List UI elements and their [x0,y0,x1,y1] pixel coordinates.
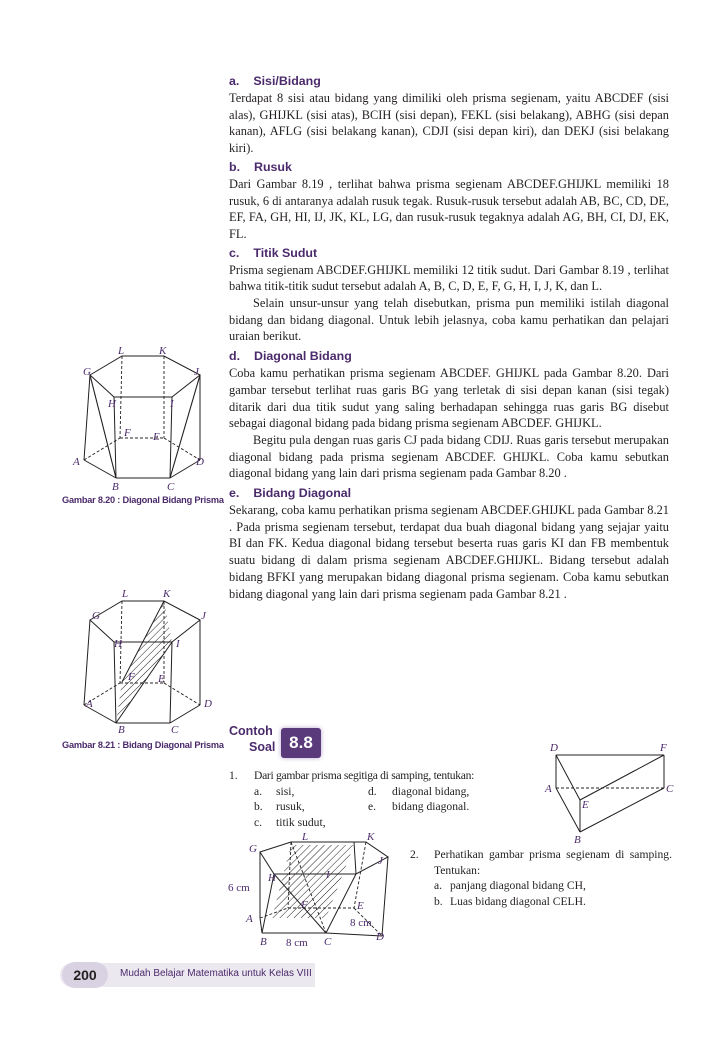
hexagonal-prism-figure-q2 [226,830,406,950]
dimension-label: 8 cm [350,917,372,929]
vertex-label: D [196,456,204,468]
edge-ga [84,620,90,705]
top-hexagon [90,356,200,397]
dimension-label: 8 cm [286,937,308,949]
item-letter: e. [368,800,377,813]
vertex-label: K [367,831,375,843]
item-letter: b. [434,894,443,908]
heading-bidang-diagonal [229,484,669,502]
vertex-label: F [124,427,131,439]
heading-letter: c. [229,245,240,260]
edge-cd [170,705,200,723]
vertex-label: A [73,456,80,468]
triangular-prism-figure [540,740,680,846]
vertex-label: L [302,831,309,843]
edge-de [556,755,580,800]
dimension-label: 6 cm [228,882,250,894]
item-text: titik sudut, [276,815,326,829]
hidden-edge-ed [164,438,200,460]
figure-8-21-hexagonal-prism [70,585,220,740]
contoh-sub: Soal [249,740,276,754]
item-letter: a. [434,879,443,892]
heading-letter: e. [229,486,240,501]
question-text: Dari gambar prisma segitiga di samping, tentukan: [254,769,475,782]
vertex-label: A [246,913,253,925]
item-text: sisi, [276,784,295,798]
paragraph-istilah: Selain unsur-unsur yang telah disebutkan, prisma pun memiliki istilah diagonal bidang dan bidang diagonal. Untuk lebih jelasnya, coba kamu perhatikan dan pelajari uraian berikut. [229,296,669,344]
item-text: bidang diagonal. [392,800,470,813]
edge-ga [84,375,90,460]
vertex-label: E [158,673,165,685]
vertex-label: C [666,783,674,795]
heading-text: Sisi/Bidang [253,74,321,88]
vertex-label: D [376,931,384,943]
edge-ab [260,918,262,933]
hidden-edge-ed [164,683,200,705]
heading-text: Titik Sudut [253,245,318,260]
question-number: 1. [229,769,238,782]
question-1-items [254,784,549,831]
vertex-label: H [114,638,122,650]
paragraph-diagonal-bidang-1: Coba kamu perhatikan prisma segienam ABCDEF. GHIJKL pada Gambar 8.20. Dari gambar tersebut terlihat ruas garis BG yang terletak di sisi depan kanan (sisi tegak) ditarik dari dua titik sudut yang saling berhadapan sehingga ruas garis BG disebut sebagai diagonal bidang pada bidang prisma segienam ABCDEF. GHIJKL. [229,366,669,431]
edge-ki [354,842,356,874]
heading-rusuk [229,158,669,176]
question-number: 2. [410,848,419,861]
item-text: diagonal bidang, [392,784,470,798]
paragraph-rusuk: Dari Gambar 8.19 , terlihat bahwa prisma segienam ABCDEF.GHIJKL memiliki 18 rusuk, 6 di antaranya adalah rusuk tegak. Rusuk-rusuk tersebut adalah AB, BC, CD, DE, EF, FA, GH, HI, IJ, JK, KL, LG, dan rusuk-rusuk tegaknya adalah AG, BH, CI, DJ, EK, FL. [229,176,669,241]
heading-letter: b. [229,159,241,174]
heading-text: Rusuk [254,159,292,174]
vertex-label: B [574,834,581,846]
vertex-label: L [122,588,129,600]
item-text: panjang diagonal bidang CH, [450,879,586,892]
vertex-label: H [268,872,276,884]
vertex-label: I [326,869,330,881]
vertex-label: F [660,742,667,754]
contoh-number: 8.8 [281,728,321,758]
vertex-label: K [163,588,171,600]
vertex-label: E [357,900,364,912]
edge-hb [114,642,116,723]
vertex-label: D [550,742,558,754]
main-text-column [229,72,669,602]
vertex-label: B [112,481,119,493]
edge-ef [580,755,664,800]
page-number: 200 [62,962,108,988]
diagonal-bg [90,375,116,478]
vertex-label: E [153,431,160,443]
vertex-label: A [545,783,552,795]
vertex-label: F [301,899,308,911]
diagonal-plane-celh [272,845,354,918]
edge-ab [556,788,580,832]
vertex-label: I [176,638,180,650]
question-2-items [434,878,672,909]
book-title: Mudah Belajar Matematika untuk Kelas VIII [120,968,312,979]
vertex-label: J [194,366,199,378]
question-text: Perhatikan gambar prisma segienam di samping. Tentukan: [434,848,672,877]
contoh-soal-badge [229,724,329,760]
item-letter: b. [254,800,263,813]
edge-bc [580,788,664,832]
figure-8-20-hexagonal-prism [70,340,220,495]
vertex-label: G [92,610,100,622]
question-1 [229,768,549,830]
edge-ic [170,642,172,723]
heading-diagonal-bidang [229,347,669,365]
vertex-label: D [204,698,212,710]
vertex-label: J [201,610,206,622]
edge-jd [382,857,388,936]
vertex-label: G [249,843,257,855]
vertex-label: K [159,345,167,357]
vertex-label: E [582,799,589,811]
item-letter: c. [254,815,263,829]
hidden-edge-af [84,438,120,460]
paragraph-titik-sudut: Prisma segienam ABCDEF.GHIJKL memiliki 12 titik sudut. Dari Gambar 8.19 , terlihat bahwa titik-titik sudut tersebut adalah A, B, C, D, E, F, G, H, I, J, K, dan L. [229,262,669,294]
paragraph-bidang-diagonal: Sekarang, coba kamu perhatikan prisma segienam ABCDEF.GHIJKL pada Gambar 8.21 . Pada prisma segienam tersebut, terdapat dua buah diagonal bidang yang sejajar yaitu BI dan FK. Kedua diagonal bidang tersebut beserta ruas garis KI dan FB membentuk suatu bidang di dalam prisma segienam ABCDEF.GHIJKL. Bidang tersebut adalah bidang BFKI yang merupakan bidang diagonal prisma segienam. Coba kamu sebutkan bidang diagonal yang lain dari prisma segienam pada Gambar 8.21 . [229,503,669,601]
item-text: Luas bidang diagonal CELH. [450,894,586,908]
item-letter: d. [368,784,377,798]
vertex-label: B [260,936,267,948]
vertex-label: B [118,724,125,736]
figure-8-21-caption: Gambar 8.21 : Bidang Diagonal Prisma [62,740,224,750]
vertex-label: A [86,698,93,710]
heading-titik-sudut [229,244,669,262]
heading-letter: d. [229,349,241,364]
contoh-title: Contoh [229,724,273,738]
vertex-label: H [108,398,116,410]
question-2 [410,847,672,909]
vertex-label: F [128,671,135,683]
paragraph-diagonal-bidang-2: Begitu pula dengan ruas garis CJ pada bidang CDIJ. Ruas garis tersebut merupakan diagonal bidang pada prisma segienam ABCDEF. GHIJKL. Coba kamu sebutkan diagonal bidang yang lain dari prisma segienam pada Gambar 8.20 . [229,432,669,481]
paragraph-sisi: Terdapat 8 sisi atau bidang yang dimiliki oleh prisma segienam, yaitu ABCDEF (sisi alas), GHIJKL (sisi atas), BCIH (sisi depan), FEKL (sisi belakang), ABHG (sisi depan kanan), AFLG (sisi belakang kanan), CDJI (sisi depan kiri), dan DEKJ (sisi belakang kiri). [229,91,669,156]
vertex-label: J [378,855,383,867]
edge-cd [326,933,382,936]
vertex-label: C [171,724,179,736]
vertex-label: C [324,936,332,948]
heading-sisi-bidang [229,72,669,90]
vertex-label: L [118,345,125,357]
vertex-label: I [170,398,174,410]
figure-8-20-caption: Gambar 8.20 : Diagonal Bidang Prisma [62,495,224,505]
vertex-label: C [167,481,175,493]
item-text: rusuk, [276,800,305,813]
heading-letter: a. [229,74,240,88]
heading-text: Diagonal Bidang [254,349,352,364]
vertex-label: G [83,366,91,378]
edge-ab [84,460,116,478]
top-hexagon [90,601,200,642]
item-letter: a. [254,784,263,798]
heading-text: Bidang Diagonal [253,486,352,501]
